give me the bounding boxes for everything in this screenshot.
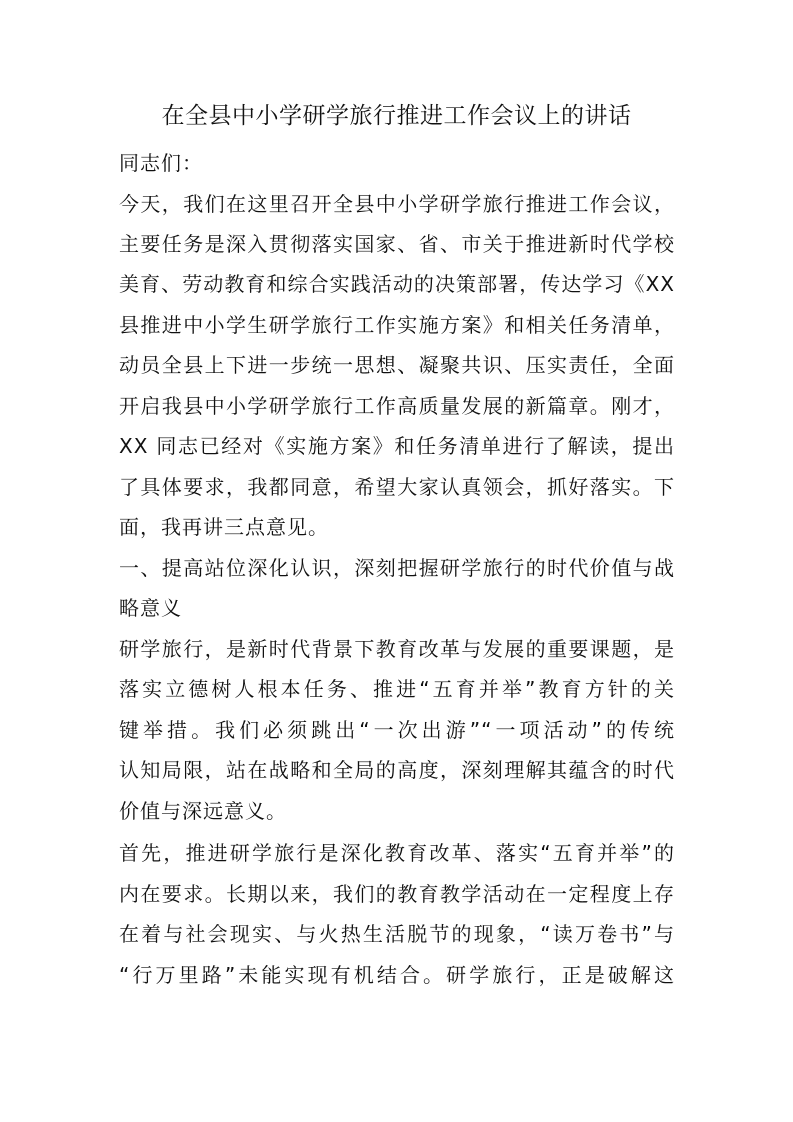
paragraph-line: 研学旅行，是新时代背景下教育改革与发展的重要课题，是 <box>119 637 675 661</box>
paragraph-line: 内在要求。长期以来，我们的教育教学活动在一定程度上存 <box>119 882 675 906</box>
paragraph-line: 主要任务是深入贯彻落实国家、省、市关于推进新时代学校 <box>119 232 675 256</box>
paragraph-line: 了具体要求，我都同意，希望大家认真领会，抓好落实。下 <box>119 475 675 499</box>
paragraph-line: 价值与深远意义。 <box>119 799 287 823</box>
paragraph-line: 键举措。我们必须跳出“一次出游”“一项活动”的传统 <box>119 718 675 742</box>
paragraph-line: 在着与社会现实、与火热生活脱节的现象，“读万卷书”与 <box>119 922 675 946</box>
paragraph-line: XX 同志已经对《实施方案》和任务清单进行了解读，提出 <box>119 434 675 458</box>
paragraph-line: 面，我再讲三点意见。 <box>119 515 329 539</box>
paragraph-line: 县推进中小学生研学旅行工作实施方案》和相关任务清单， <box>119 313 675 337</box>
section-heading: 略意义 <box>119 596 182 620</box>
section-heading: 一、提高站位深化认识，深刻把握研学旅行的时代价值与战 <box>119 556 675 580</box>
paragraph-line: 动员全县上下进一步统一思想、凝聚共识、压实责任，全面 <box>119 353 675 377</box>
paragraph-line: 开启我县中小学研学旅行工作高质量发展的新篇章。刚才， <box>119 394 675 418</box>
salutation: 同志们： <box>119 151 203 175</box>
document-title: 在全县中小学研学旅行推进工作会议上的讲话 <box>161 103 632 129</box>
paragraph-line: “行万里路”未能实现有机结合。研学旅行，正是破解这 <box>119 963 675 987</box>
paragraph-line: 落实立德树人根本任务、推进“五育并举”教育方针的关 <box>119 677 675 701</box>
paragraph-line: 今天，我们在这里召开全县中小学研学旅行推进工作会议， <box>119 192 675 216</box>
paragraph-line: 认知局限，站在战略和全局的高度，深刻理解其蕴含的时代 <box>119 758 675 782</box>
paragraph-line: 美育、劳动教育和综合实践活动的决策部署，传达学习《XX <box>119 272 675 296</box>
paragraph-line: 首先，推进研学旅行是深化教育改革、落实“五育并举”的 <box>119 841 675 865</box>
